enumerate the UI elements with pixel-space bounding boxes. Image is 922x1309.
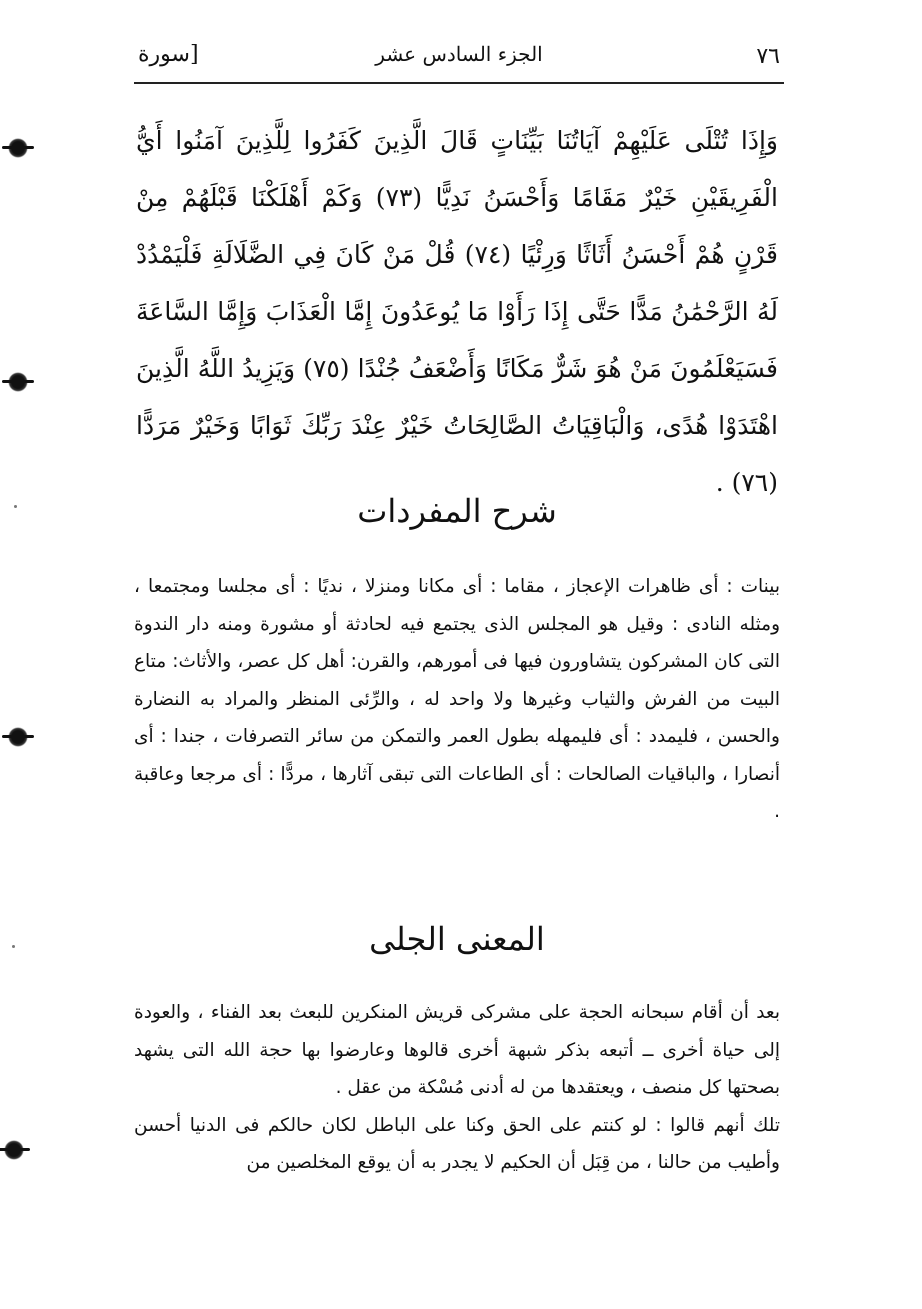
binding-hole-mark bbox=[8, 138, 28, 158]
margin-speck bbox=[14, 505, 17, 508]
binding-hole-mark bbox=[8, 727, 28, 747]
surah-label: [سورة bbox=[138, 42, 199, 67]
binding-hole-mark bbox=[8, 372, 28, 392]
running-title: الجزء السادس عشر bbox=[375, 42, 543, 66]
meaning-paragraph-2: تلك أنهم قالوا : لو كنتم على الحق وكنا على الباطل لكان حالكم فى الدنيا أحسن وأطيب من حالنا ، من قِبَل أن الحكيم لا يجدر به أن يوقع المخلصين من bbox=[134, 1114, 780, 1173]
header-rule bbox=[134, 82, 784, 84]
binding-hole-mark bbox=[4, 1140, 24, 1160]
vocabulary-paragraph: بينات : أى ظاهرات الإعجاز ، مقاما : أى مكانا ومنزلا ، نديًا : أى مجلسا ومجتمعا ، ومثله النادى : وقيل هو المجلس الذى يجتمع فيه لحادثة أو مشورة ومنه دار الندوة التى كان المشركون يتشاورون فيها فى أمورهم، والقرن: أهل كل عصر، والأثاث: متاع البيت من الفرش والثياب وغيرها ولا واحد له ، والرِّئى المنظر والمراد به النضارة والحسن ، فليمدد : أى فليمهله بطول العمر والتمكن من سائر التصرفات ، جندا : أى أنصارا ، والباقيات الصالحات : أى الطاعات التى تبقى آثارها ، مردًّا : أى مرجعا وعاقبة . bbox=[134, 576, 780, 822]
margin-speck bbox=[12, 945, 15, 948]
section-title-meaning: المعنى الجلى bbox=[369, 920, 545, 958]
quran-verse-block: وَإِذَا تُتْلَى عَلَيْهِمْ آيَاتُنَا بَيِّنَاتٍ قَالَ الَّذِينَ كَفَرُوا لِلَّذِينَ آمَنُوا أَيُّ الْفَرِيقَيْنِ خَيْرٌ مَقَامًا وَأَحْسَنُ نَدِيًّا (٧٣) وَكَمْ أَهْلَكْنَا قَبْلَهُمْ مِنْ قَرْنٍ هُمْ أَحْسَنُ أَثَاثًا وَرِئْيًا (٧٤) قُلْ مَنْ كَانَ فِي الضَّلَالَةِ فَلْيَمْدُدْ لَهُ الرَّحْمَٰنُ مَدًّا حَتَّى إِذَا رَأَوْا مَا يُوعَدُونَ إِمَّا الْعَذَابَ وَإِمَّا السَّاعَةَ فَسَيَعْلَمُونَ مَنْ هُوَ شَرٌّ مَكَانًا وَأَضْعَفُ جُنْدًا (٧٥) وَيَزِيدُ اللَّهُ الَّذِينَ اهْتَدَوْا هُدًى، وَالْبَاقِيَاتُ الصَّالِحَاتُ خَيْرٌ عِنْدَ رَبِّكَ ثَوَابًا وَخَيْرٌ مَرَدًّا (٧٦) . bbox=[136, 126, 778, 497]
meaning-text bbox=[134, 994, 780, 1182]
page-number: ٧٦ bbox=[756, 44, 780, 69]
meaning-paragraph-1: بعد أن أقام سبحانه الحجة على مشركى قريش المنكرين للبعث بعد الفناء ، والعودة إلى حياة أخرى ــ أتبعه بذكر شبهة أخرى قالوها وعارضوا بها حجة الله التى يشهد بصحتها كل منصف ، ويعتقدها من له أدنى مُسْكة من عقل . bbox=[134, 1002, 780, 1098]
page-header bbox=[138, 38, 780, 78]
section-title-vocabulary: شرح المفردات bbox=[357, 492, 557, 530]
